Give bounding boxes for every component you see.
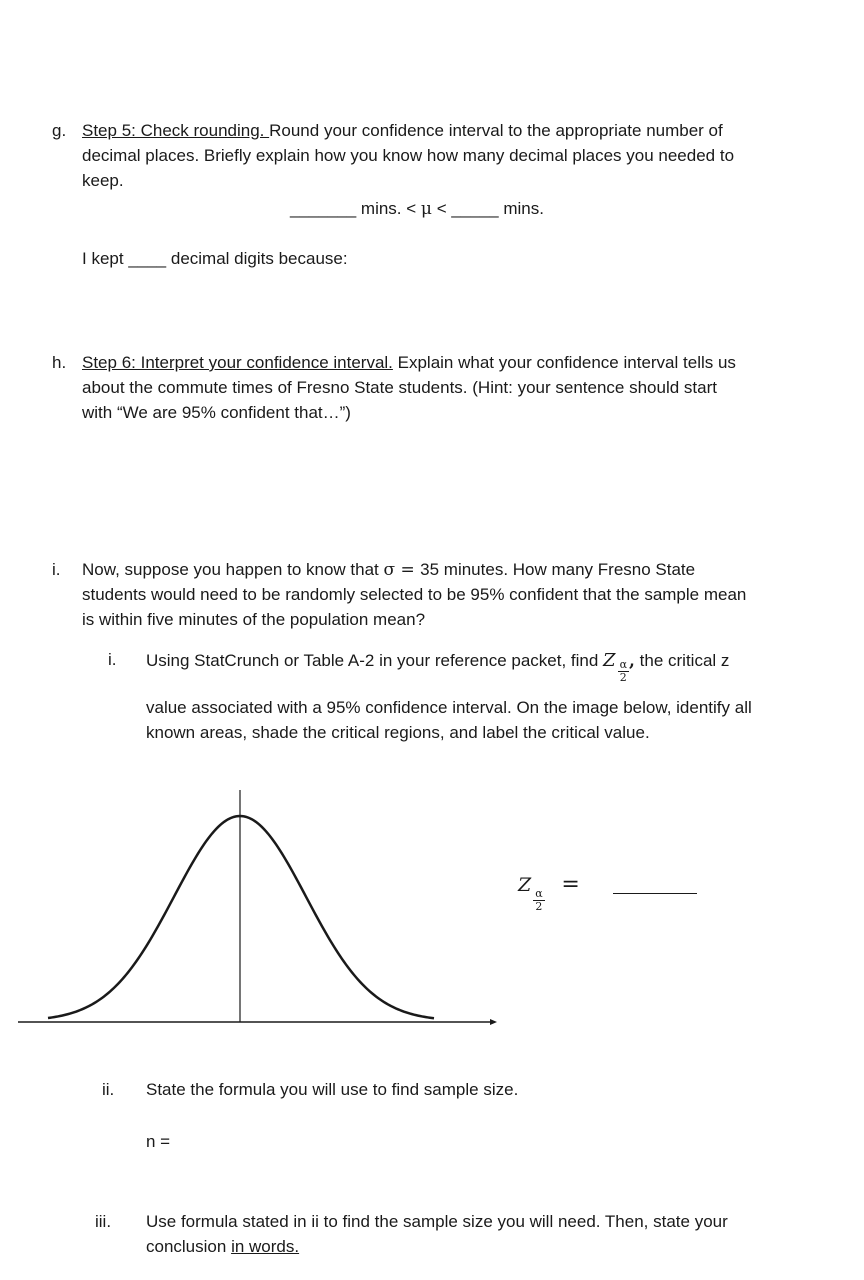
sub-iii-marker: iii. xyxy=(95,1212,112,1231)
item-i-line3: is within five minutes of the population mean? xyxy=(82,610,426,629)
sub-i-line2: value associated with a 95% confidence interval. On the image below, identify all xyxy=(146,698,752,717)
item-g-line1-rest: Round your confidence interval to the appropriate number of xyxy=(269,121,723,140)
bell-curve xyxy=(48,816,434,1018)
sigma-symbol: σ xyxy=(383,560,396,580)
kept-prefix: I kept xyxy=(82,249,129,268)
item-h-line3: with “We are 95% confident that…”) xyxy=(82,403,351,422)
two-symbol: 2 xyxy=(619,671,627,684)
z-answer-blank[interactable] xyxy=(613,893,697,894)
z-comma: , xyxy=(629,650,635,671)
item-g-marker: g. xyxy=(52,121,67,140)
z-answer-symbol: Z xyxy=(518,874,532,896)
interval-mins-left: mins. < xyxy=(356,199,421,218)
interval-blank-left[interactable]: _______ xyxy=(290,199,357,218)
z-answer-fraction xyxy=(533,888,544,913)
sub-i-line1-suffix: the critical z xyxy=(634,650,730,670)
z-answer-line xyxy=(518,872,580,914)
item-h-line2: about the commute times of Fresno State students. (Hint: your sentence should start xyxy=(82,378,717,397)
kept-suffix: decimal digits because: xyxy=(166,249,348,268)
mu-symbol: μ xyxy=(420,199,432,219)
item-i-line1-prefix: Now, suppose you happen to know that xyxy=(82,560,384,579)
sub-i-marker: i. xyxy=(108,650,117,669)
z-answer-alpha: α xyxy=(535,887,543,901)
sub-ii-text: State the formula you will use to find sample size. xyxy=(146,1080,519,1099)
sub-iii-line2-prefix: conclusion xyxy=(146,1237,232,1256)
interval-blank-right[interactable]: _____ xyxy=(451,199,499,218)
sub-iii-line2 xyxy=(146,1236,299,1258)
sigma-equals: = xyxy=(395,560,421,580)
item-g-line3: keep. xyxy=(82,171,124,190)
interval-mins-right: mins. xyxy=(498,199,544,218)
z-answer-equals: = xyxy=(561,872,580,897)
item-h-step-title: Step 6: Interpret your confidence interval. xyxy=(82,353,393,372)
sub-i-line1-prefix: Using StatCrunch or Table A-2 in your reference packet, find xyxy=(146,650,604,670)
item-i-line1-value: 35 minutes. How many Fresno State xyxy=(420,560,696,579)
z-symbol: Z xyxy=(603,649,616,671)
sample-size-n-label: n = xyxy=(146,1132,171,1151)
x-axis-arrow xyxy=(490,1019,497,1025)
item-i-line2: students would need to be randomly selected to be 95% confident that the sample mean xyxy=(82,585,747,604)
alpha-symbol: α xyxy=(619,658,627,671)
item-g-line2: decimal places. Briefly explain how you know how many decimal places you needed to xyxy=(82,146,735,165)
z-answer-two: 2 xyxy=(535,900,543,914)
sub-i-line3: known areas, shade the critical regions, and label the critical value. xyxy=(146,723,650,742)
sub-ii-marker: ii. xyxy=(102,1080,115,1099)
item-i-marker: i. xyxy=(52,560,61,579)
sub-iii-line2-underlined: in words. xyxy=(231,1237,300,1256)
interval-lt: < xyxy=(431,199,452,218)
sub-iii-line1: Use formula stated in ii to find the sample size you will need. Then, state your xyxy=(146,1212,728,1231)
kept-blank[interactable]: ____ xyxy=(128,249,167,268)
item-g-step-title: Step 5: Check rounding. xyxy=(82,121,270,140)
item-h-line1-rest: Explain what your confidence interval tells us xyxy=(392,353,736,372)
item-h-marker: h. xyxy=(52,353,67,372)
